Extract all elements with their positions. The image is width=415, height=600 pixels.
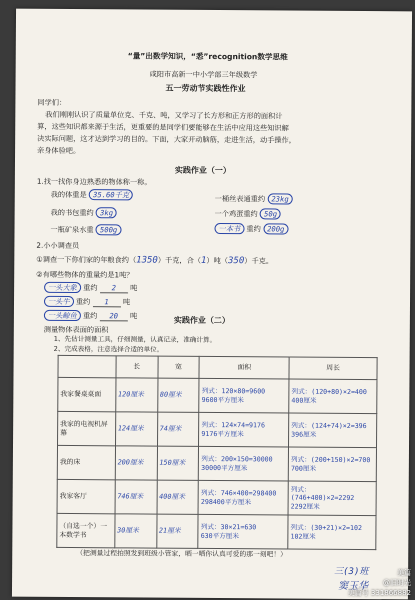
table-row: 我的床 200厘米 150厘米 列式：200×150=30000 30000平方厘米 列式：(200+150)×2=700 700厘米 <box>57 445 376 481</box>
ton-row-1: 一头大象 重约 2 吨 <box>44 283 137 294</box>
grain-ton: 1 <box>200 255 207 266</box>
signature-class: 三(3)班 <box>334 566 369 578</box>
ton-row-3: 一头鲸鱼 重约 20 吨 <box>44 311 137 322</box>
school-name: 咸阳市高新一中小学部三年级数学 <box>149 69 258 80</box>
part2-instruction-1: 1、先估计测量工具，仔细测量，认真记录，准确计算。 <box>53 334 217 345</box>
water-answer: 500g <box>96 224 121 235</box>
watermark <box>348 568 411 598</box>
intro-line-4: 亲身体验吧。 <box>37 145 81 156</box>
footer-note: （把测量过程拍照发到班级小管家，晒一晒你认真可爱的那一刻吧！） <box>76 549 287 559</box>
watermark-id: 美篇号 331866882 <box>347 589 411 597</box>
part1-q1: 1.找一找你身边熟悉的物体称一称。 <box>36 176 152 187</box>
bag-answer: 3kg <box>96 207 117 218</box>
table-header-row: 长 宽 面积 周长 <box>58 355 377 379</box>
table-row: （自选一个）一本数学书 30厘米 21厘米 列式：30×21=630 630平方厘米 列式：(30+21)×2=102 102厘米 <box>57 513 376 549</box>
grain-kg: 1350 <box>136 255 158 266</box>
table-row: 我家客厅 746厘米 400厘米 列式：746×400=298400 298400平方厘米 列式：(746+400)×2=2292 2292厘米 <box>57 479 376 515</box>
worksheet-paper <box>12 9 412 600</box>
watermark-user: @旧时光 <box>383 579 411 587</box>
water-row: 一瓶矿泉水重 500g <box>50 225 121 234</box>
book-answer: 200g <box>263 223 288 234</box>
part2-subtitle: 测量物体表面的面积 <box>43 324 109 335</box>
ton-question: ②有哪些物体的重量约是1吨？ <box>36 269 134 280</box>
greeting: 同学们： <box>37 97 67 107</box>
intro-line-2: 算，这些知识都来源于生活，更重要的是同学们要能够在生活中应用这些知识解 <box>37 121 289 133</box>
measurement-table <box>56 355 377 550</box>
watermark-app: 美篇 <box>397 569 411 577</box>
worksheet-title: 五一劳动节实践性作业 <box>165 83 246 94</box>
weight-me-row: 我的体重是 35.60千克 <box>51 190 133 200</box>
part2-instruction-2: 2、完成表格，注意选择合适的单位。 <box>53 344 164 354</box>
weight-me-answer: 35.60千克 <box>89 189 133 200</box>
book-item: 一本书 <box>214 223 244 234</box>
rice-answer: 23kg <box>267 193 292 204</box>
table-row: 我家的电视机屏幕 124厘米 74厘米 列式：124×74=9176 9176平方厘米 列式：(124+74)×2=396 396厘米 <box>58 411 377 447</box>
ton-row-2: 一头牛 重约 1 吨 <box>44 297 130 308</box>
egg-answer: 50g <box>260 208 281 219</box>
egg-row: 一个鸡蛋重约 50g <box>215 209 281 218</box>
slogan: “量”出数学知识，“悉”recognition数学思维 <box>127 51 288 62</box>
table-row: 我家餐桌桌面 120厘米 80厘米 列式：120×80=9600 9600平方厘米 列式：(120+80)×2=400 400厘米 <box>58 377 377 413</box>
part1-heading: 实践作业（一） <box>174 165 231 176</box>
intro-line-1: 我们刚刚认识了质量单位克、千克、吨，又学习了长方形和正方形的面积计 <box>45 109 283 121</box>
part2-heading: 实践作业（二） <box>173 315 230 326</box>
grain-question: ①调查一下你们家的年粮食约（1350）千克，合（1）吨（350）千克。 <box>36 254 274 267</box>
signature-name: 窦玉华 <box>337 580 369 593</box>
intro-line-3: 决实际问题，这才达到学习的目的。下面，大家开动脑筋，走进生活，动手操作， <box>37 133 296 145</box>
rice-row: 一桶丝表通重约 23kg <box>215 194 293 204</box>
grain-rest-kg: 350 <box>227 256 245 267</box>
part1-q2: 2.小小调查员 <box>36 240 80 251</box>
book-row: 一本书 重约 200g <box>214 224 288 234</box>
bag-row: 我的书包重约 3kg <box>51 208 117 217</box>
